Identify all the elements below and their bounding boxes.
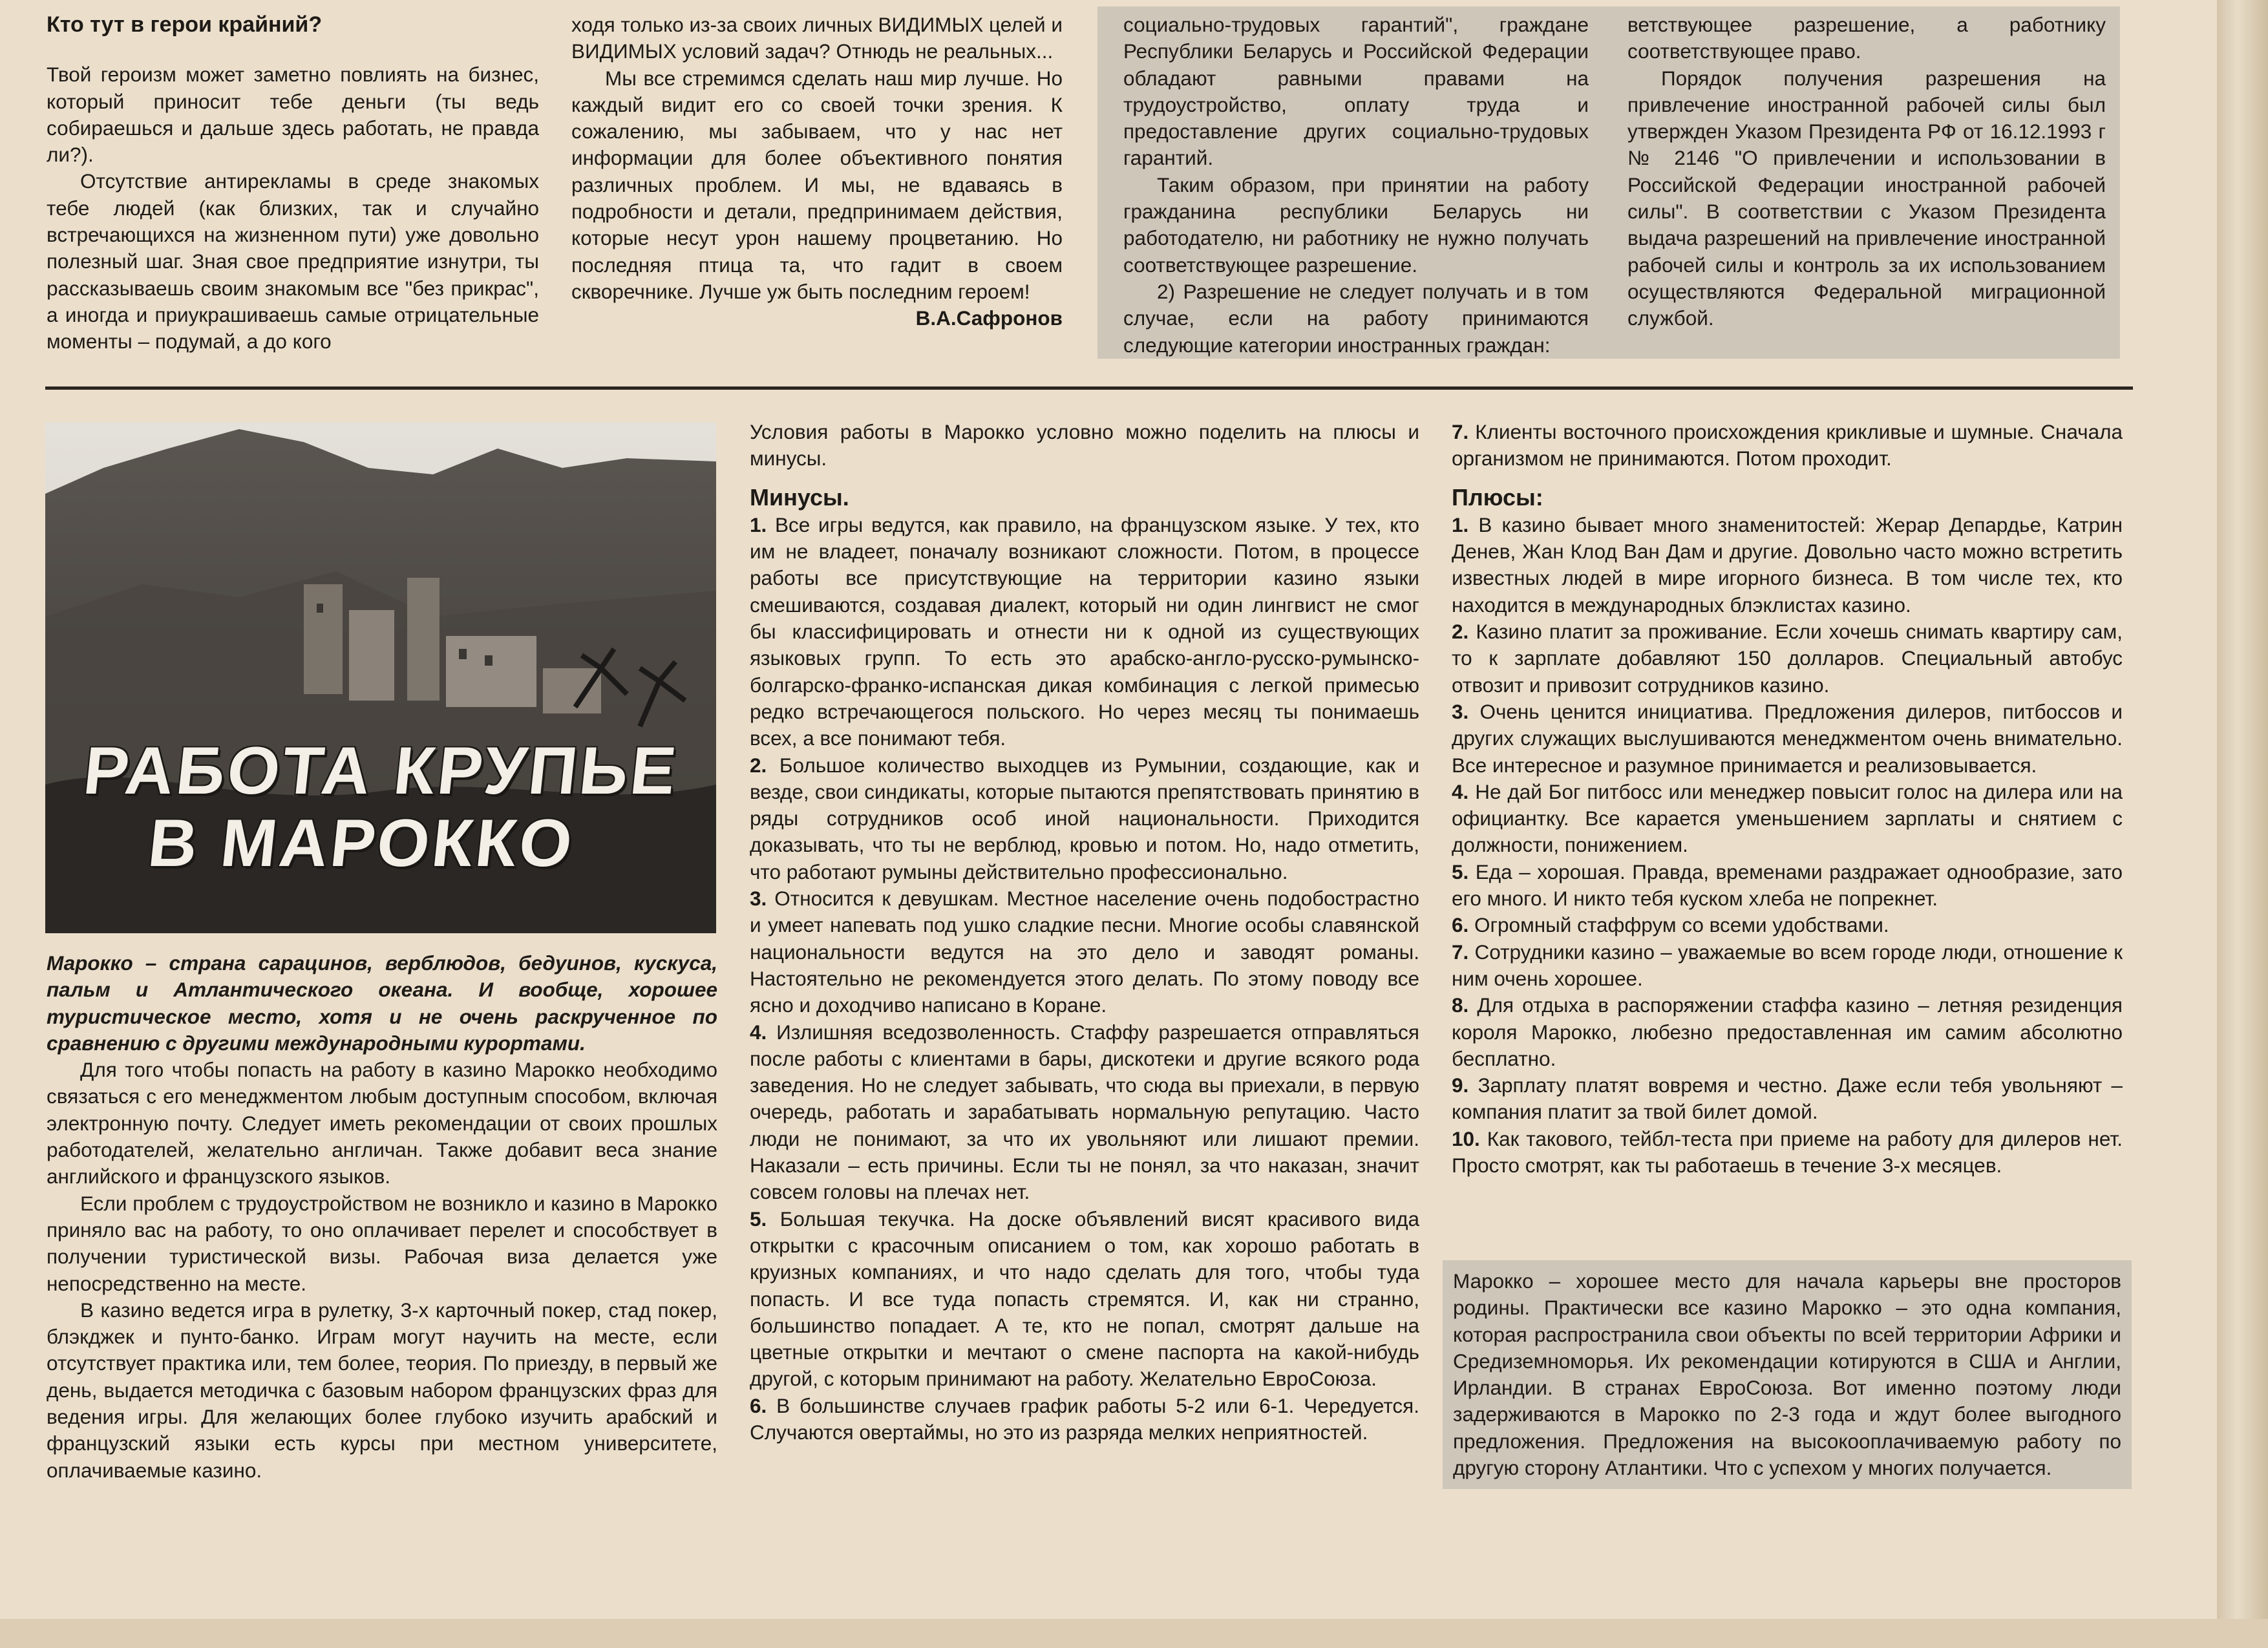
plus-text-2: Казино платит за проживание. Если хочешь снимать квартиру сам, то к зарплате добавляют 150 долларов. Специальный автобус отвозит и привозит сотрудников казино.: [1452, 620, 2123, 697]
minus-item-1: [750, 512, 1419, 752]
plus-number-3: 3.: [1452, 699, 1469, 723]
minus-text-7: Клиенты восточного происхождения крикливые и шумные. Сначала организмом не принимаются. Потом проходит.: [1452, 420, 2123, 470]
minus-number-5: 5.: [750, 1207, 767, 1231]
top-col4-para-2: Порядок получения разрешения на привлечение иностранной рабочей силы был утвержден Указом Президента РФ от 16.12.1993 г № 2146 "О привлечении и использовании в Российской Федерации иностранной рабочей силы". В соответствии с Указом Президента выдача разрешений на привлечение иностранной рабочей силы и контроль за их использованием осуществляются Федеральной миграционной службой.: [1627, 66, 2106, 330]
plus-item-10: [1452, 1126, 2123, 1179]
plus-number-6: 6.: [1452, 913, 1469, 937]
minus-text-4: Излишняя вседозволенность. Стаффу разрешается отправляться после работы с клиентами в бары, дискотеки и другие всякого рода заведения. Но не следует забывать, что сюда вы приехали, в первую очередь, работать и зарабатывать нормальную репутацию. Часто люди не понимают, за что их увольняют или лишают премии. Наказали – есть причины. Если ты не понял, за что наказан, значит совсем головы на плечах нет.: [750, 1020, 1419, 1204]
plus-text-1: В казино бывает много знаменитостей: Жерар Депардье, Катрин Денев, Жан Клод Ван Дам и другие. Довольно часто можно встретить известных людей в мире игорного бизнеса. В том числе тех, кто находится в международных блэклистах казино.: [1452, 512, 2123, 617]
minus-item-7: [1452, 419, 2123, 472]
top-col3-para-3: 2) Разрешение не следует получать и в том случае, если на работу принимаются следующие категории иностранных граждан:: [1123, 279, 1589, 357]
plus-item-6: [1452, 912, 2123, 938]
section-divider: [45, 386, 2133, 390]
top-column-2: [571, 12, 1063, 332]
article-intro-para-2: Если проблем с трудоустройством не возникло и казино в Марокко приняло вас на работу, то оно оплачивает перелет и способствует в получении туристической визы. Рабочая виза делается уже непосредственно на месте.: [47, 1191, 717, 1295]
top-col4-para-1: ветствующее разрешение, а работнику соответствующее право.: [1627, 13, 2106, 63]
plus-text-9: Зарплату платят вовремя и честно. Даже если тебя увольняют – компания платит за твой билет домой.: [1452, 1073, 2123, 1124]
plus-number-7: 7.: [1452, 940, 1469, 964]
minus-text-1: Все игры ведутся, как правило, на французском языке. У тех, кто им не владеет, поначалу возникают сложности. Потом, в процессе работы все присутствующие на территории казино языки смешиваются, создавая диалект, который ни один лингвист не смог бы классифицировать и отнести ни к одной из существующих языковых групп. То есть это арабско-англо-русско-румынско-болгарско-франко-испанская дикая комбинация с легкой примесью редко встречающегося польского. Но через месяц ты понимаешь всех, а все понимают тебя.: [750, 512, 1419, 750]
plus-item-3: [1452, 699, 2123, 779]
article-title: [45, 733, 716, 882]
top-heading: Кто тут в герои крайний?: [47, 12, 323, 37]
page-spine: [2217, 0, 2268, 1648]
plus-number-8: 8.: [1452, 993, 1469, 1017]
page-fold: [0, 1619, 2268, 1648]
plus-item-9: [1452, 1072, 2123, 1126]
plus-item-1: [1452, 512, 2123, 618]
minus-text-5: Большая текучка. На доске объявлений висят красивого вида открытки с красочным описанием о том, как хорошо работать в круизных компаниях, и что надо сделать для того, чтобы туда попасть. И все туда попасть стремятся. И, как ни странно, большинство попадает. А те, кто не попал, смотрят дальше на цветные открытки и мечтают о смене паспорта на какой-нибудь другой, с которым принимают на работу. Желательно ЕвроСоюза.: [750, 1207, 1419, 1391]
minus-item-4: [750, 1019, 1419, 1206]
minus-number-4: 4.: [750, 1020, 767, 1044]
top-col1-para-2: Отсутствие антирекламы в среде знакомых тебе людей (как близких, так и случайно встречающихся на жизненном пути) уже довольно полезный шаг. Зная свое предприятие изнутри, ты рассказываешь своим знакомым все "без прикрас", а иногда и приукрашиваешь самые отрицательные моменты – подумай, а до кого: [47, 169, 539, 354]
plus-number-10: 10.: [1452, 1126, 1480, 1150]
minus-number-6: 6.: [750, 1393, 767, 1417]
plus-number-4: 4.: [1452, 779, 1469, 803]
minus-item-2: [750, 752, 1419, 885]
article-title-line-1: РАБОТА КРУПЬЕ: [79, 734, 682, 808]
plus-text-8: Для отдыха в распоряжении стаффа казино – летняя резиденция короля Марокко, любезно предоставленная им самим абсолютно бесплатно.: [1452, 993, 2123, 1070]
top-col2-para-1: ходя только из-за своих личных ВИДИМЫХ целей и ВИДИМЫХ условий задач? Отнюдь не реальных...: [571, 13, 1063, 63]
article-column-2: [750, 419, 1419, 1446]
plus-text-6: Огромный стаффрум со всеми удобствами.: [1474, 913, 1889, 937]
top-column-3: [1097, 6, 1615, 359]
article-column-3: [1452, 419, 2123, 1179]
plus-text-5: Еда – хорошая. Правда, временами раздражает однообразие, зато его много. И никто тебя куском хлеба не попрекнет.: [1452, 860, 2123, 911]
minus-heading: Минусы.: [750, 483, 849, 511]
plus-item-4: [1452, 779, 2123, 859]
top-col1-para-1: Твой героизм может заметно повлиять на бизнес, который приносит тебе деньги (ты ведь собираешься и дальше здесь работать, не правда ли?).: [47, 63, 539, 167]
plus-number-1: 1.: [1452, 512, 1469, 536]
minus-text-3: Относится к девушкам. Местное население очень подобострастно и умеет напевать под ушко сладкие песни. Многие особы славянской национальности ведутся на это дело и заводят романы. Настоятельно не рекомендуется этого делать. По этому поводу все ясно и доходчиво написано в Коране.: [750, 887, 1419, 1017]
minus-item-5: [750, 1206, 1419, 1393]
minus-item-3: [750, 885, 1419, 1019]
top-col3-para-1: социально-трудовых гарантий", граждане Республики Беларусь и Российской Федерации обладают равными правами на трудоустройство, оплату труда и предоставление других социально-трудовых гарантий.: [1123, 13, 1589, 170]
plus-number-5: 5.: [1452, 860, 1469, 883]
article-column-1: [47, 950, 717, 1484]
article-intro-para-1: Для того чтобы попасть на работу в казино Марокко необходимо связаться с его менеджментом любым доступным способом, включая электронную почту. Следует иметь рекомендации от своих прошлых работодателей, желательно англичан. Также добавит веса знание английского и французского языков.: [47, 1058, 717, 1188]
plus-number-9: 9.: [1452, 1073, 1469, 1097]
plus-item-8: [1452, 992, 2123, 1072]
minus-number-2: 2.: [750, 753, 767, 777]
minus-item-6: [750, 1393, 1419, 1446]
minus-text-2: Большое количество выходцев из Румынии, создающие, как и везде, свои синдикаты, которые пытаются препятствовать принятию в ряды сотрудников особ иной национальности. Приходится доказывать, что ты не верблюд, кровью и потом. Но, надо отметить, что работают румыны действительно профессионально.: [750, 753, 1419, 883]
article-intro-para-3: В казино ведется игра в рулетку, 3-х карточный покер, стад покер, блэкджек и пунто-банко. Играм могут научить на месте, если отсутствует практика или, тем более, теория. По приезду, в первый же день, выдается методичка с базовым набором французских фраз для ведения игры. Для желающих более глубоко изучить арабский и французский языки есть курсы при местном университете, оплачиваемые казино.: [47, 1298, 717, 1482]
article-lead: Марокко – страна сарацинов, верблюдов, бедуинов, кускуса, пальм и Атлантического океана. И вообще, хорошее туристическое место, хотя и не очень раскрученное по сравнению с другими международными курортами.: [47, 951, 717, 1055]
conclusion-box: [1443, 1260, 2132, 1489]
plus-text-7: Сотрудники казино – уважаемые во всем городе люди, отношение к ним очень хорошее.: [1452, 940, 2123, 990]
plus-item-5: [1452, 859, 2123, 913]
plus-text-10: Как такового, тейбл-теста при приеме на работу для дилеров нет. Просто смотрят, как ты работаешь в течение 3-х месяцев.: [1452, 1126, 2123, 1178]
top-column-1: [47, 12, 539, 355]
minus-text-6: В большинстве случаев график работы 5-2 или 6-1. Чередуется. Случаются овертаймы, но это из разряда мелких неприятностей.: [750, 1393, 1419, 1444]
minus-number-3: 3.: [750, 887, 767, 911]
minus-number-7: 7.: [1452, 420, 1469, 443]
plus-number-2: 2.: [1452, 620, 1469, 644]
author-signature: В.А.Сафронов: [915, 306, 1063, 330]
top-col2-para-2: Мы все стремимся сделать наш мир лучше. Но каждый видит его со своей точки зрения. К сожалению, мы забываем, что у нас нет информации для более объективного понятия различных проблем. И мы, не вдаваясь в подробности и детали, предпринимаем действия, которые несут урон нашему процветанию. Но последняя птица та, что гадит в своем скворечнике. Лучше уж быть последним героем!: [571, 66, 1063, 303]
plus-text-3: Очень ценится инициатива. Предложения дилеров, питбоссов и других служащих выслушиваются менеджментом очень внимательно. Все интересное и разумное принимается и реализовывается.: [1452, 699, 2123, 777]
top-column-4: [1615, 6, 2120, 359]
article-photo: [45, 423, 716, 933]
minus-number-1: 1.: [750, 512, 767, 536]
plus-item-7: [1452, 939, 2123, 993]
plus-item-2: [1452, 618, 2123, 699]
conclusion-text: Марокко – хорошее место для начала карьеры вне просторов родины. Практически все казино Марокко – это одна компания, которая распространила свои объекты по всей территории Африки и Средиземноморья. Их рекомендации котируются в США и Англии, Ирландии. В странах ЕвроСоюза. Вот именно поэтому люди задерживаются в Марокко по 2-3 года и ждут более выгодного предложения. Предложения на высокооплачиваемую работу по другую сторону Атлантики. Что с успехом у многих получается.: [1453, 1269, 2121, 1480]
plus-text-4: Не дай Бог питбосс или менеджер повысит голос на дилера или на официантку. Все карается уменьшением зарплаты и снятием с должности, понижением.: [1452, 779, 2123, 857]
top-col3-para-2: Таким образом, при принятии на работу гражданина республики Беларусь ни работодателю, ни работнику не нужно получать соответствующее разрешение.: [1123, 173, 1589, 277]
article-title-line-2: В МАРОККО: [144, 806, 578, 881]
plus-heading: Плюсы:: [1452, 483, 1543, 511]
conditions-intro: Условия работы в Марокко условно можно поделить на плюсы и минусы.: [750, 420, 1419, 470]
